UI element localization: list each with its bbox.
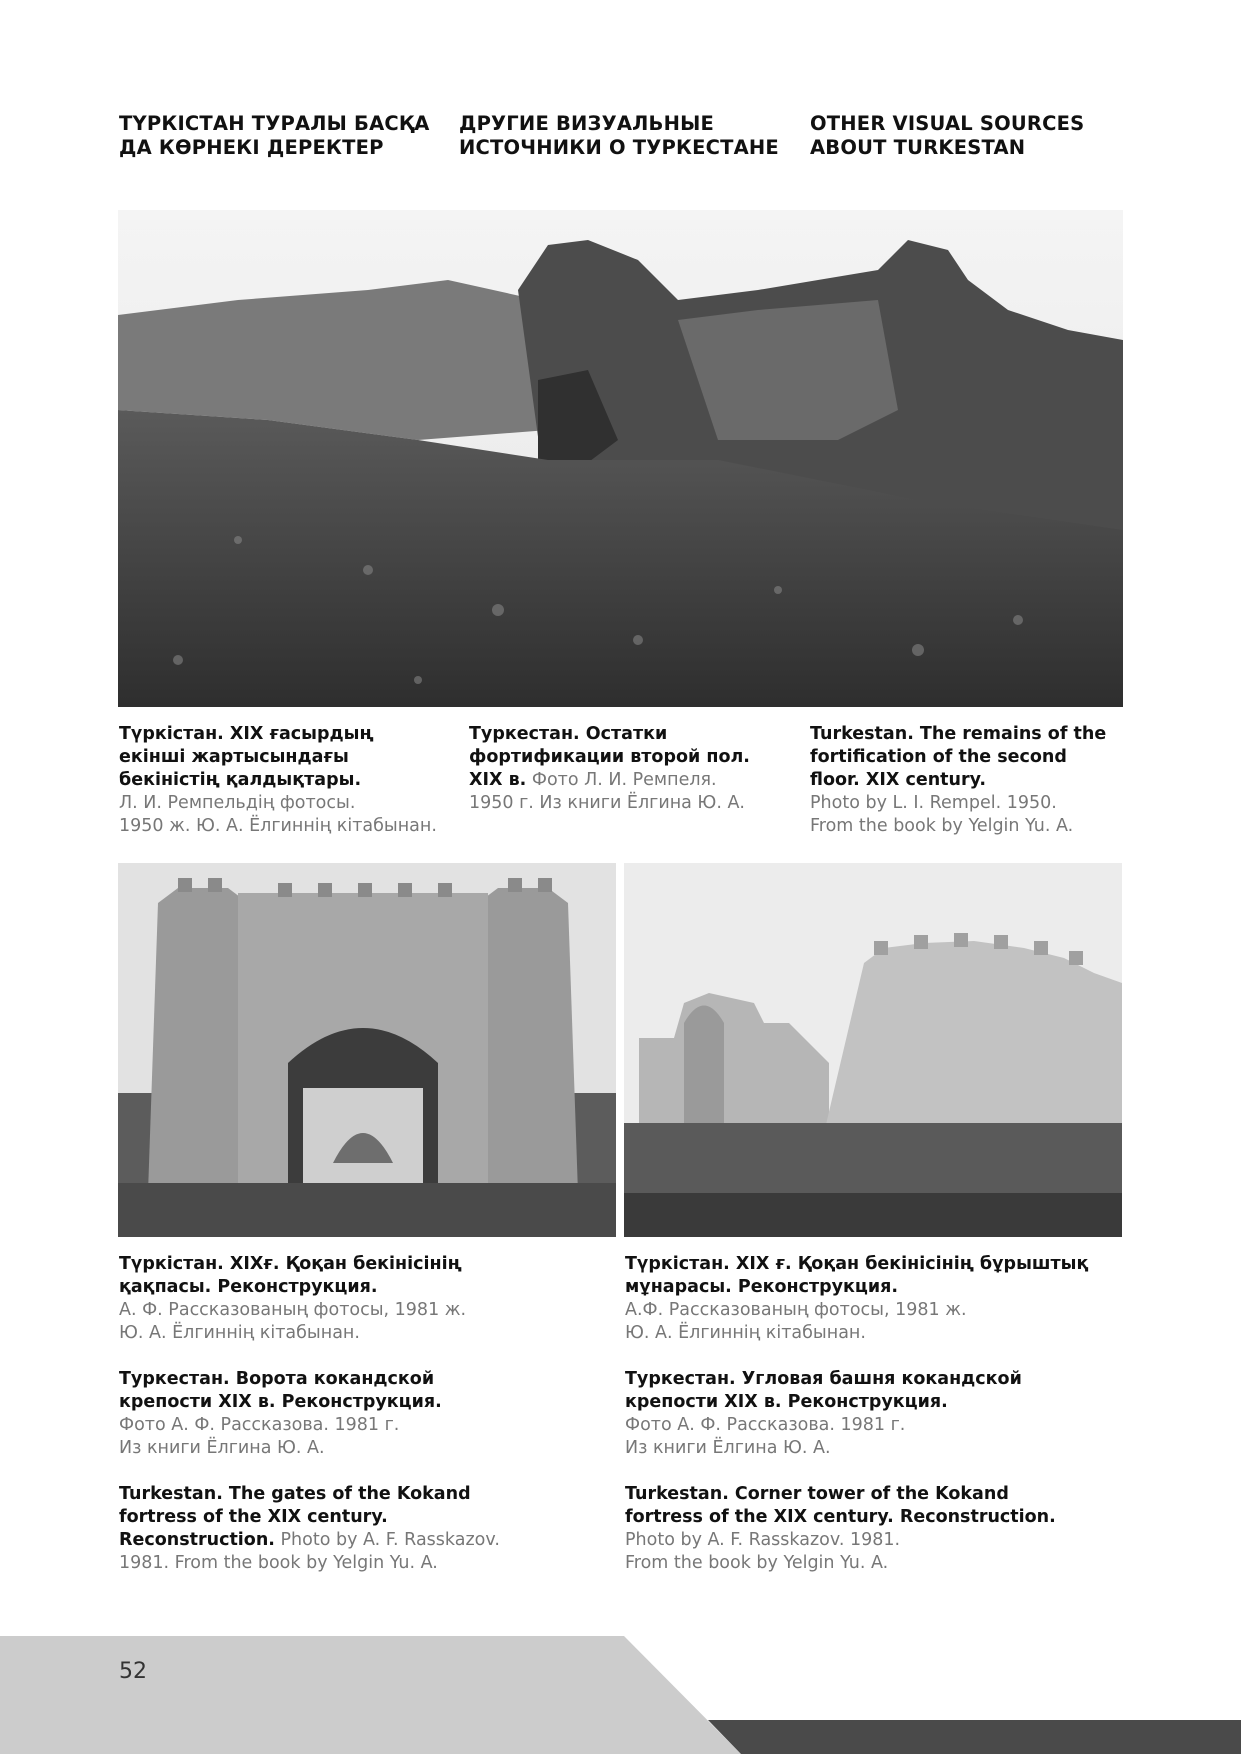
caption-bold-inline: Reconstruction.: [119, 1530, 275, 1550]
caption-left-kz: [119, 1253, 614, 1345]
caption-light-line: From the book by Yelgin Yu. A.: [810, 816, 1074, 836]
header-en-line: OTHER VISUAL SOURCES: [810, 112, 1085, 135]
caption-light-line: Photo by A. F. Rasskazov. 1981.: [625, 1530, 901, 1550]
caption-bold-line: Turkestan. Corner tower of the Kokand: [625, 1484, 1009, 1504]
caption-bold-inline: XIX в.: [469, 770, 527, 790]
caption-light-line: Фото А. Ф. Рассказова. 1981 г.: [625, 1415, 906, 1435]
photo-kokand-gate: [118, 863, 616, 1237]
caption-light-line: Л. И. Ремпельдің фотосы.: [119, 793, 356, 813]
caption-top-ru: [469, 723, 799, 815]
caption-light-inline: Photo by A. F. Rasskazov.: [274, 1530, 500, 1550]
caption-light-line: Из книги Ёлгина Ю. А.: [119, 1438, 325, 1458]
caption-bold-line: бекіністің қалдықтары.: [119, 770, 362, 790]
caption-bold-line: Туркестан. Остатки: [469, 724, 668, 744]
caption-left: [119, 1253, 614, 1598]
page-number: 52: [119, 1659, 147, 1684]
caption-light-line: 1981. From the book by Yelgin Yu. A.: [119, 1553, 438, 1573]
footer-band: [0, 1636, 1241, 1754]
caption-bold-line: Түркістан. XIX ғ. Қоқан бекінісінің бұрыштық: [625, 1254, 1089, 1274]
caption-left-ru: [119, 1368, 614, 1460]
caption-bold-line: екінші жартысындағы: [119, 747, 349, 767]
photo-fortress-ruins: [118, 210, 1123, 707]
caption-bold-line: мұнарасы. Реконструкция.: [625, 1277, 899, 1297]
header-kz-line: ТҮРКІСТАН ТУРАЛЫ БАСҚА: [119, 112, 430, 135]
caption-bold-line: қақпасы. Реконструкция.: [119, 1277, 378, 1297]
header-ru-line: ИСТОЧНИКИ О ТУРКЕСТАНЕ: [459, 136, 779, 159]
caption-bold-line: крепости XIX в. Реконструкция.: [625, 1392, 948, 1412]
photo-corner-tower: [624, 863, 1122, 1237]
caption-bold-line: Turkestan. The gates of the Kokand: [119, 1484, 471, 1504]
header-ru-line: ДРУГИЕ ВИЗУАЛЬНЫЕ: [459, 112, 715, 135]
footer-light-band: [0, 1636, 741, 1754]
caption-top-kz: [119, 723, 449, 838]
caption-right-en: [625, 1483, 1125, 1575]
caption-bold-line: Түркістан. XIX ғасырдың: [119, 724, 374, 744]
caption-right-kz: [625, 1253, 1125, 1345]
caption-bold-line: fortress of the XIX century. Reconstruction.: [625, 1507, 1056, 1527]
caption-light-line: Ю. А. Ёлгиннің кітабынан.: [119, 1323, 360, 1343]
caption-bold-line: крепости XIX в. Реконструкция.: [119, 1392, 442, 1412]
header-ru: [459, 112, 779, 160]
caption-right: [625, 1253, 1125, 1598]
footer-dark-band: [708, 1720, 1241, 1754]
caption-bold-line: fortification of the second: [810, 747, 1067, 767]
caption-light-line: Photo by L. I. Rempel. 1950.: [810, 793, 1057, 813]
header-en-line: ABOUT TURKESTAN: [810, 136, 1026, 159]
caption-bold-line: fortress of the XIX century.: [119, 1507, 388, 1527]
caption-bold-line: Туркестан. Угловая башня кокандской: [625, 1369, 1022, 1389]
caption-bold-line: Turkestan. The remains of the: [810, 724, 1107, 744]
caption-bold-line: фортификации второй пол.: [469, 747, 750, 767]
caption-bold-line: floor. XIX century.: [810, 770, 987, 790]
header-kz-line: ДА КӨРНЕКІ ДЕРЕКТЕР: [119, 136, 384, 159]
caption-light-line: 1950 г. Из книги Ёлгина Ю. А.: [469, 793, 745, 813]
caption-right-ru: [625, 1368, 1125, 1460]
caption-top-en: [810, 723, 1140, 838]
caption-light-line: А. Ф. Рассказованың фотосы, 1981 ж.: [119, 1300, 467, 1320]
caption-light-line: Фото А. Ф. Рассказова. 1981 г.: [119, 1415, 400, 1435]
caption-light-inline: Фото Л. И. Ремпеля.: [526, 770, 717, 790]
caption-left-en: [119, 1483, 614, 1575]
caption-light-line: 1950 ж. Ю. А. Ёлгиннің кітабынан.: [119, 816, 437, 836]
caption-light-line: А.Ф. Рассказованың фотосы, 1981 ж.: [625, 1300, 967, 1320]
caption-bold-line: Туркестан. Ворота кокандской: [119, 1369, 435, 1389]
caption-light-line: Из книги Ёлгина Ю. А.: [625, 1438, 831, 1458]
header-kz: [119, 112, 430, 160]
caption-bold-line: Түркістан. XIXғ. Қоқан бекінісінің: [119, 1254, 462, 1274]
header-en: [810, 112, 1084, 160]
caption-light-line: Ю. А. Ёлгиннің кітабынан.: [625, 1323, 866, 1343]
caption-light-line: From the book by Yelgin Yu. A.: [625, 1553, 889, 1573]
